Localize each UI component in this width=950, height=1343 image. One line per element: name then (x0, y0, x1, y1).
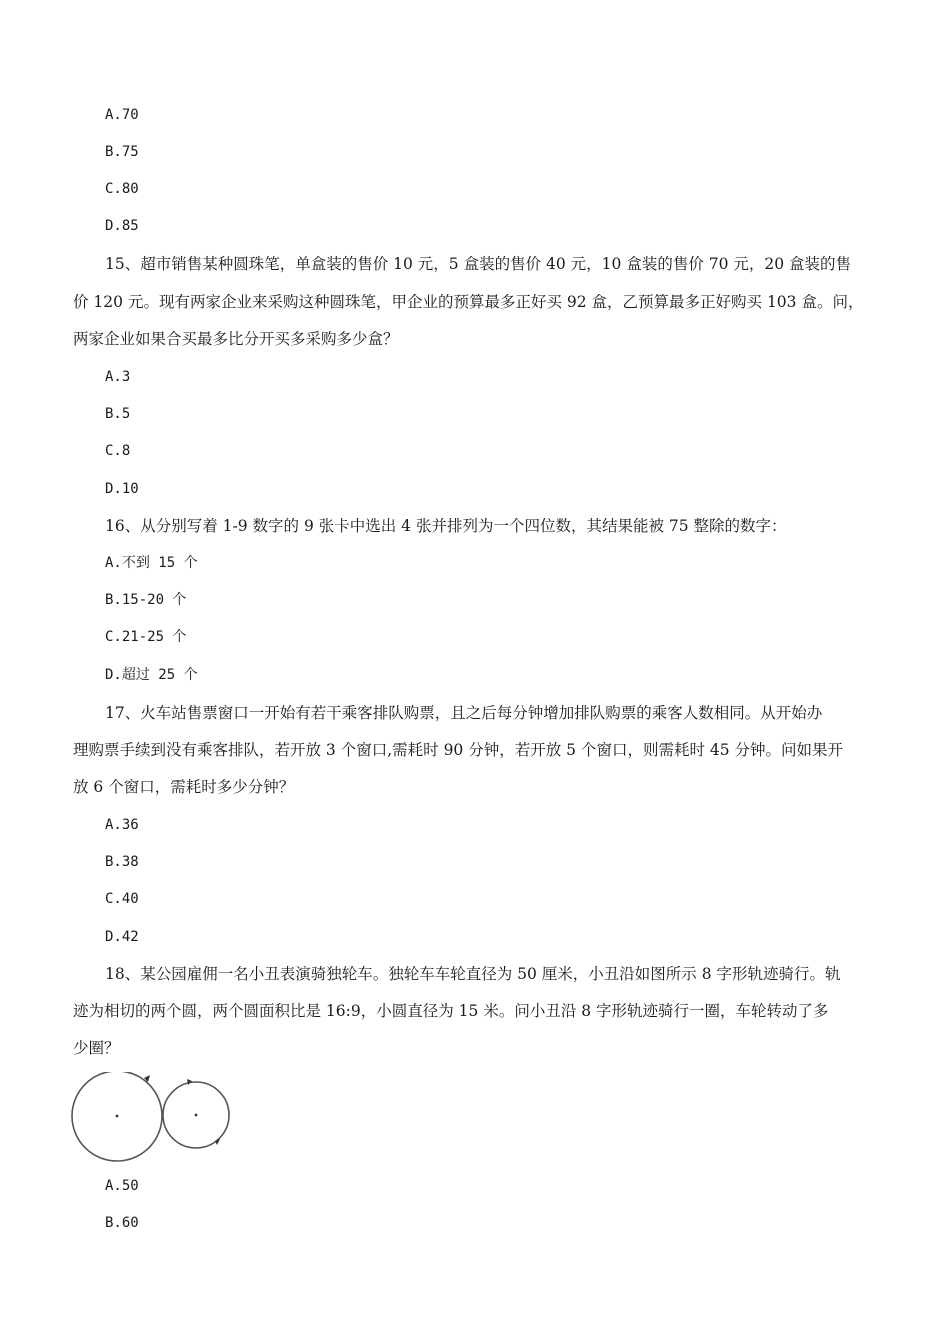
small-circle-center (195, 1114, 198, 1117)
q17-option-a: A.36 (105, 817, 139, 833)
q14-option-c: C.80 (105, 181, 139, 197)
q15-text-line-2: 价 120 元。现有两家企业来采购这种圆珠笔，甲企业的预算最多正好买 92 盒，乙预算最多正好购买 103 盒。问， (73, 293, 864, 311)
q17-text-line-2: 理购票手续到没有乘客排队，若开放 3 个窗口,需耗时 90 分钟，若开放 5 个窗口，则需耗时 45 分钟。问如果开 (73, 741, 844, 759)
q16-text-line-1: 16、从分别写着 1-9 数字的 9 张卡中选出 4 张并排列为一个四位数，其结果能被 75 整除的数字： (105, 517, 787, 535)
large-circle-center (116, 1115, 119, 1118)
q15-text-line-1: 15、超市销售某种圆珠笔，单盒装的售价 10 元，5 盒装的售价 40 元，10 盒装的售价 70 元，20 盒装的售 (105, 255, 852, 273)
q18-option-a: A.50 (105, 1178, 139, 1194)
q15-option-a: A.3 (105, 369, 131, 385)
q16-option-d: D.超过 25 个 (105, 667, 198, 683)
q17-option-b: B.38 (105, 854, 139, 870)
q18-text-line-3: 少圈？ (73, 1039, 120, 1057)
q18-text-line-2: 迹为相切的两个圆，两个圆面积比是 16:9，小圆直径为 15 米。问小丑沿 8 字形轨迹骑行一圈，车轮转动了多 (73, 1002, 829, 1020)
q14-option-d: D.85 (105, 218, 139, 234)
q15-option-d: D.10 (105, 481, 139, 497)
q16-option-b: B.15-20 个 (105, 592, 187, 608)
q18-option-b: B.60 (105, 1215, 139, 1231)
q15-text-line-3: 两家企业如果合买最多比分开买多采购多少盒？ (73, 330, 399, 348)
q17-option-d: D.42 (105, 929, 139, 945)
q18-text-line-1: 18、某公园雇佣一名小丑表演骑独轮车。独轮车车轮直径为 50 厘米，小丑沿如图所示 8 字形轨迹骑行。轨 (105, 965, 841, 983)
q17-text-line-1: 17、火车站售票窗口一开始有若干乘客排队购票，且之后每分钟增加排队购票的乘客人数相同。从开始办 (105, 704, 823, 722)
q14-option-a: A.70 (105, 107, 139, 123)
q17-option-c: C.40 (105, 891, 139, 907)
q15-option-b: B.5 (105, 406, 131, 422)
figure-eight-circles-icon (70, 1072, 236, 1168)
q14-option-b: B.75 (105, 144, 139, 160)
q16-option-a: A.不到 15 个 (105, 555, 198, 571)
figure-eight-track-diagram (70, 1072, 236, 1172)
q17-text-line-3: 放 6 个窗口，需耗时多少分钟？ (73, 778, 295, 796)
q15-option-c: C.8 (105, 443, 131, 459)
q16-option-c: C.21-25 个 (105, 629, 187, 645)
